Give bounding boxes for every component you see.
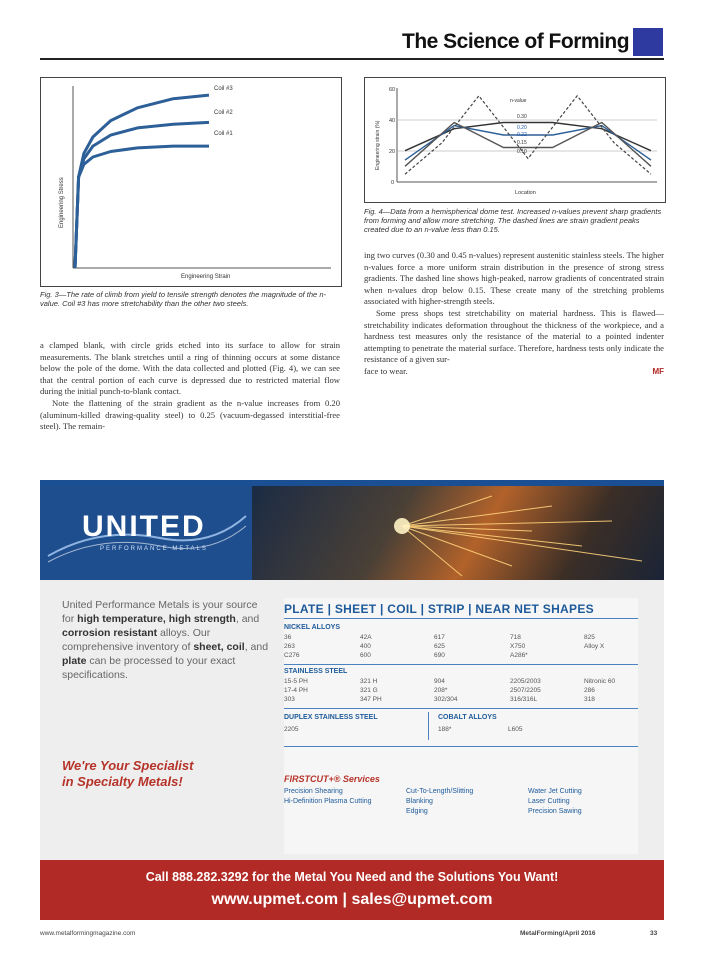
series-line-coil-1: [75, 146, 209, 268]
fig4-ytick-40: 40: [389, 118, 396, 124]
footer-page-number: 33: [650, 930, 658, 937]
alloy-cell: 303: [284, 696, 295, 703]
panel-rule: [284, 664, 638, 665]
section-title-accent: [633, 28, 663, 56]
intro-part: alloys. Our comprehensive inventory of: [62, 627, 211, 653]
header-rule: [40, 58, 664, 60]
right-paragraph-3-text: face to wear.: [364, 365, 408, 376]
united-performance-metals-ad: [40, 480, 664, 920]
fig4-series-label-020: 0.20: [517, 125, 527, 131]
left-paragraph-1: a clamped blank, with circle grids etched into its surface to allow for strain measurements. The blank stretches until a ring of thinning occurs at some distance below the pole of the dome. With the data collected and plotted (Fig. 4), we can see that the central portion of each curve is depressed due to restricted material flow during the initial punch-to-blank contact.: [40, 340, 340, 397]
stainless-steel-grid: [284, 678, 638, 708]
fig4-ytick-20: 20: [389, 149, 396, 155]
series-line-0-15: [405, 123, 651, 167]
series-line-coil-2: [75, 122, 209, 268]
fig4-series-label-010: 0.10: [517, 149, 527, 155]
logo-wordmark: UNITED: [82, 510, 206, 543]
alloy-cell: 302/304: [434, 696, 458, 703]
stainless-steel-title: STAINLESS STEEL: [284, 668, 348, 675]
fig4-series-label-nvalue: n-value: [510, 98, 527, 104]
fig4-chart: [365, 78, 665, 202]
panel-rule: [284, 618, 638, 619]
nickel-alloys-grid: [284, 634, 638, 664]
service-cell: Blanking: [406, 798, 433, 805]
duplex-cobalt-divider: [428, 712, 429, 740]
fig3-ylabel: Engineering Stress: [59, 177, 65, 228]
intro-bold: high temperature, high strength: [77, 613, 236, 625]
right-column-text: [364, 250, 664, 378]
ad-call-line: Call 888.282.3292 for the Metal You Need and the Solutions You Want!: [145, 870, 559, 884]
right-paragraph-1: ing two curves (0.30 and 0.45 n-values) represent austenitic stainless steels. The higher n-values force a more uniform strain distribution in the presence of strong stress gradients. The dashed line shows high-peaked, narrow gradients of concentrated strain when n-values drop below 0.15. These create many of the stretching problems associated with higher-strength steels.: [364, 250, 664, 307]
left-paragraph-2: Note the flattening of the strain gradient as the n-value increases from 0.20 (aluminum-killed drawing-quality steel) to 0.25 (vacuum-degassed interstitial-free steel). The remain-: [40, 397, 340, 432]
fig3-caption: Fig. 3—The rate of climb from yield to tensile strength denotes the magnitude of the n-value. Coil #3 has more stretchability than the other two steels.: [40, 290, 326, 308]
alloy-cell: 625: [434, 643, 445, 650]
alloy-cell: 600: [360, 652, 371, 659]
alloy-cell: 17-4 PH: [284, 687, 308, 694]
left-column-text: [40, 340, 340, 433]
alloy-cell: Nitronic 60: [584, 678, 616, 685]
product-forms-header: PLATE | SHEET | COIL | STRIP | NEAR NET SHAPES: [284, 602, 594, 616]
fig4-ytick-60: 60: [389, 87, 396, 93]
alloy-cell: 316/316L: [510, 696, 538, 703]
alloy-cell: 2205/2003: [510, 678, 541, 685]
alloy-cell: 263: [284, 643, 295, 650]
alloy-cell: 400: [360, 643, 371, 650]
alloy-cell: L605: [508, 726, 523, 733]
specialist-line-1: We're Your Specialist: [62, 758, 194, 773]
series-line-coil-3: [75, 95, 209, 268]
panel-rule: [284, 708, 638, 709]
intro-bold: plate: [62, 655, 87, 667]
section-title: The Science of Forming: [402, 30, 630, 53]
intro-bold: sheet, coil: [193, 641, 245, 653]
service-cell: Cut-To-Length/Slitting: [406, 788, 474, 795]
alloy-cell: X750: [510, 643, 526, 650]
alloy-cell: 904: [434, 678, 445, 685]
specialist-line-2: in Specialty Metals!: [62, 774, 183, 789]
alloy-cell: 2205: [284, 726, 299, 733]
product-panel: [284, 598, 638, 854]
service-cell: Water Jet Cutting: [528, 788, 582, 795]
fig3-label-coil1: Coil #1: [214, 131, 233, 137]
alloy-cell: 286: [584, 687, 595, 694]
logo-subtitle: PERFORMANCE METALS: [100, 546, 208, 552]
alloy-cell: 718: [510, 634, 521, 641]
footer-issue: MetalForming/April 2016: [520, 930, 596, 937]
ad-web-line: www.upmet.com | sales@upmet.com: [211, 891, 493, 908]
fig3-label-coil3: Coil #3: [214, 86, 233, 92]
fig4-xlabel: Location: [515, 190, 536, 196]
duplex-title: DUPLEX STAINLESS STEEL: [284, 714, 378, 721]
intro-part: can be processed to your exact specifications.: [62, 655, 236, 681]
intro-part: , and: [244, 641, 269, 653]
ad-intro-text: [62, 598, 272, 682]
nickel-alloys-title: NICKEL ALLOYS: [284, 624, 341, 631]
alloy-cell: 208*: [434, 687, 448, 694]
fig3-frame: [40, 77, 342, 287]
footer-website: www.metalformingmagazine.com: [40, 930, 136, 937]
intro-bold: corrosion resistant: [62, 627, 158, 639]
alloy-cell: 15-5 PH: [284, 678, 308, 685]
service-cell: Hi-Definition Plasma Cutting: [284, 798, 372, 805]
alloy-cell: Alloy X: [584, 643, 605, 650]
duplex-grid: [284, 726, 424, 736]
series-line-0-30: [405, 123, 651, 151]
fig4-series-label-030: 0.30: [517, 114, 527, 120]
service-cell: Edging: [406, 808, 428, 815]
fig4-series-label-022: 0.22: [517, 132, 527, 138]
right-paragraph-2: Some press shops test stretchability on material hardness. This is flawed—stretchability indicates deformation throughout the thickness of the workpiece, and a hardness test measures only the resistance of the material to a pointed indenter attempting to penetrate the material surface. Therefore, hardness tests only indicate the resistance of a given sur-: [364, 307, 664, 365]
laser-cutting-photo: [252, 486, 664, 580]
fig4-caption: Fig. 4—Data from a hemispherical dome test. Increased n-values prevent sharp gradients from forming and allow more stretching. The dashed lines are strain gradient peaks created due to an n-value less than 0.15.: [364, 207, 662, 234]
intro-part: United Performance Metals is your source for: [62, 599, 258, 625]
firstcut-services-grid: [284, 788, 638, 828]
fig4-ytick-0: 0: [391, 180, 395, 186]
alloy-cell: 2507/2205: [510, 687, 541, 694]
alloy-cell: 318: [584, 696, 595, 703]
cobalt-grid: [438, 726, 598, 736]
alloy-cell: 36: [284, 634, 292, 641]
alloy-cell: 321 G: [360, 687, 378, 694]
right-paragraph-3: [364, 366, 664, 378]
alloy-cell: 321 H: [360, 678, 378, 685]
service-cell: Precision Shearing: [284, 788, 343, 795]
alloy-cell: 690: [434, 652, 445, 659]
fig4-frame: [364, 77, 666, 203]
ad-contact-bar: [40, 860, 664, 920]
alloy-cell: C276: [284, 652, 300, 659]
service-cell: Laser Cutting: [528, 798, 570, 805]
specialist-tagline: [62, 758, 193, 790]
fig3-chart: [41, 78, 341, 286]
alloy-cell: 188*: [438, 726, 452, 733]
alloy-cell: 825: [584, 634, 595, 641]
fig4-ylabel: Engineering strain (%): [375, 120, 381, 170]
alloy-cell: 617: [434, 634, 445, 641]
firstcut-title: FIRSTCUT+® Services: [284, 774, 380, 784]
cobalt-title: COBALT ALLOYS: [438, 714, 497, 721]
sparks-image: [252, 486, 664, 580]
fig4-series-label-015: 0.15: [517, 140, 527, 146]
alloy-cell: A286*: [510, 652, 528, 659]
alloy-cell: 42A: [360, 634, 372, 641]
intro-part: , and: [235, 613, 260, 625]
alloy-cell: 347 PH: [360, 696, 382, 703]
fig3-xlabel: Engineering Strain: [181, 274, 231, 280]
service-cell: Precision Sawing: [528, 808, 582, 815]
end-mark: MF: [652, 366, 664, 376]
united-logo: [40, 486, 252, 580]
panel-rule: [284, 746, 638, 747]
fig3-label-coil2: Coil #2: [214, 110, 233, 116]
